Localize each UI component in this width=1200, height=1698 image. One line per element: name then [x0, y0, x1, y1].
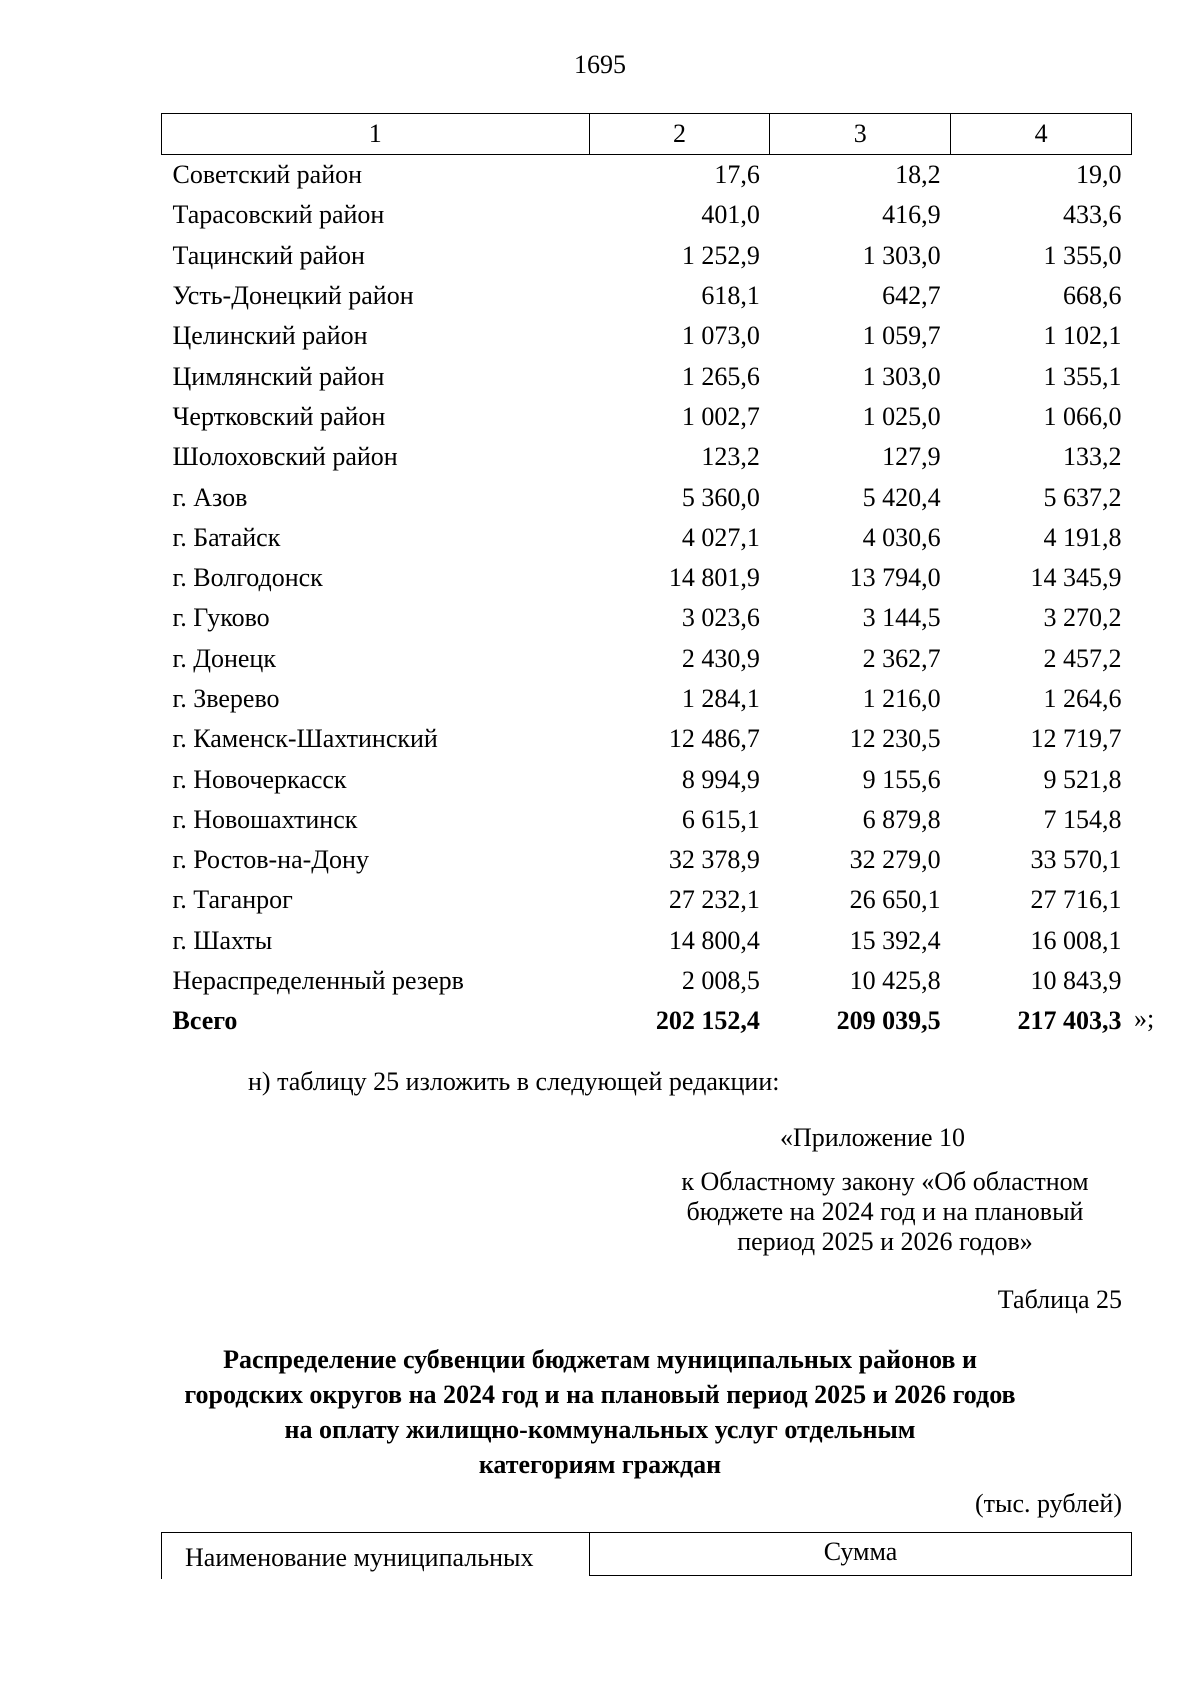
value-2024: 123,2 — [701, 442, 760, 472]
value-2026: 14 345,9 — [1030, 563, 1122, 593]
value-2026: 1 066,0 — [1043, 401, 1122, 431]
title-line: городских округов на 2024 год и на плановый период 2025 и 2026 годов — [184, 1380, 1016, 1409]
value-2024: 1 073,0 — [681, 321, 760, 351]
sum-header: Сумма — [823, 1537, 898, 1566]
municipality-name: Советский район — [172, 160, 363, 190]
table-border — [589, 1575, 1132, 1576]
next-table-header — [161, 1532, 1132, 1575]
value-2024: 1 002,7 — [681, 401, 760, 431]
table-row — [162, 598, 1132, 638]
table-header-row — [162, 114, 1132, 155]
table-row — [162, 236, 1132, 276]
table-row — [162, 397, 1132, 437]
table-row — [162, 558, 1132, 598]
municipality-name: г. Шахты — [172, 925, 273, 955]
value-2025: 2 362,7 — [862, 643, 941, 673]
value-2026: 3 270,2 — [1043, 603, 1122, 633]
value-2025: 15 392,4 — [849, 925, 941, 955]
municipality-name: Нераспределенный резерв — [172, 966, 464, 996]
value-2024: 1 265,6 — [681, 361, 760, 391]
column-header-1: 1 — [162, 114, 590, 155]
value-2026: 433,6 — [1063, 200, 1122, 230]
municipality-name: г. Волгодонск — [172, 563, 323, 593]
municipality-name: г. Батайск — [172, 522, 281, 552]
value-2024: 2 430,9 — [681, 643, 760, 673]
value-2026: 16 008,1 — [1030, 925, 1122, 955]
table-label: Таблица 25 — [997, 1285, 1122, 1314]
value-2025: 9 155,6 — [862, 764, 941, 794]
value-2024: 8 994,9 — [681, 764, 760, 794]
value-2024: 2 008,5 — [681, 966, 760, 996]
value-2024: 618,1 — [701, 281, 760, 311]
value-2025: 1 216,0 — [862, 684, 941, 713]
value-2024: 1 252,9 — [681, 240, 760, 270]
column-header-3: 3 — [770, 114, 951, 155]
table-row — [162, 518, 1132, 558]
value-2026: 1 355,1 — [1043, 361, 1122, 391]
value-2026: 10 843,9 — [1030, 966, 1122, 996]
table-row — [162, 155, 1132, 196]
municipality-name: г. Ростов-на-Дону — [172, 845, 369, 875]
title-line: категориям граждан — [478, 1450, 722, 1479]
table-row — [162, 921, 1132, 961]
value-2025: 4 030,6 — [862, 522, 941, 552]
value-2024: 202 152,4 — [655, 1006, 760, 1036]
municipality-name: Шолоховский район — [172, 442, 398, 472]
value-2026: 19,0 — [1076, 160, 1122, 190]
value-2026: 27 716,1 — [1030, 885, 1122, 915]
table-row — [162, 840, 1132, 880]
municipality-name: Усть-Донецкий район — [172, 281, 414, 311]
table-row — [162, 719, 1132, 759]
table-row — [162, 880, 1132, 920]
value-2025: 3 144,5 — [862, 603, 941, 633]
appendix-ref-line: бюджете на 2024 год и на плановый — [686, 1197, 1084, 1226]
municipality-name-header: Наименование муниципальных — [185, 1543, 534, 1572]
page-number: 1695 — [574, 50, 626, 79]
value-2026: 7 154,8 — [1043, 804, 1122, 834]
value-2026: 217 403,3 — [1017, 1006, 1122, 1036]
table-row — [162, 356, 1132, 396]
value-2025: 1 303,0 — [862, 361, 941, 391]
value-2025: 642,7 — [882, 281, 941, 311]
municipality-name: г. Азов — [172, 482, 248, 512]
table-row — [162, 759, 1132, 799]
value-2026: 2 457,2 — [1043, 643, 1122, 673]
appendix-reference — [640, 1167, 1130, 1257]
appendix-title: «Приложение 10 — [780, 1123, 966, 1152]
value-2026: 12 719,7 — [1030, 724, 1122, 754]
value-2026: 5 637,2 — [1043, 482, 1122, 512]
title-line: Распределение субвенции бюджетам муниципальных районов и — [223, 1345, 977, 1374]
title-line: на оплату жилищно-коммунальных услуг отдельным — [284, 1415, 916, 1444]
units-label: (тыс. рублей) — [974, 1489, 1122, 1518]
value-2025: 1 059,7 — [862, 321, 941, 351]
municipality-name: г. Таганрог — [172, 885, 293, 915]
table-border — [161, 1533, 162, 1579]
subvention-table — [161, 113, 1132, 1042]
value-2025: 1 025,0 — [862, 401, 941, 431]
value-2024: 17,6 — [714, 160, 760, 190]
value-2026: 9 521,8 — [1043, 764, 1122, 794]
value-2026: 33 570,1 — [1030, 845, 1122, 875]
table-row — [162, 477, 1132, 517]
table-row — [162, 639, 1132, 679]
table-row — [162, 316, 1132, 356]
municipality-name: г. Новошахтинск — [172, 804, 358, 834]
value-2026: 1 355,0 — [1043, 240, 1122, 270]
value-2025: 13 794,0 — [849, 563, 941, 593]
value-2024: 4 027,1 — [681, 522, 760, 552]
distribution-title — [150, 1342, 1050, 1482]
value-2025: 416,9 — [882, 200, 941, 230]
value-2024: 401,0 — [701, 200, 760, 230]
value-2024: 3 023,6 — [681, 603, 760, 633]
table-row — [162, 437, 1132, 477]
table-row — [162, 276, 1132, 316]
value-2024: 12 486,7 — [668, 724, 760, 754]
value-2024: 14 800,4 — [668, 925, 760, 955]
value-2024: 14 801,9 — [668, 563, 760, 593]
value-2025: 5 420,4 — [862, 482, 941, 512]
value-2025: 209 039,5 — [836, 1006, 941, 1036]
value-2024: 32 378,9 — [668, 845, 760, 875]
appendix-ref-line: к Областному закону «Об областном — [681, 1167, 1089, 1196]
value-2026: 4 191,8 — [1043, 522, 1122, 552]
municipality-name: г. Каменск-Шахтинский — [172, 724, 438, 754]
value-2024: 1 284,1 — [681, 684, 760, 713]
table-body — [162, 155, 1132, 1042]
column-header-2: 2 — [589, 114, 770, 155]
value-2024: 5 360,0 — [681, 482, 760, 512]
value-2025: 12 230,5 — [849, 724, 941, 754]
appendix-ref-line: период 2025 и 2026 годов» — [737, 1227, 1033, 1256]
value-2026: 1 102,1 — [1043, 321, 1122, 351]
municipality-name: Тацинский район — [172, 240, 365, 270]
amendment-instruction: н) таблицу 25 изложить в следующей редакции: — [248, 1067, 780, 1096]
column-header-4: 4 — [951, 114, 1132, 155]
municipality-name: Целинский район — [172, 321, 368, 351]
value-2025: 10 425,8 — [849, 966, 941, 996]
closing-quote: »; — [1134, 1004, 1155, 1033]
municipality-name: Чертковский район — [172, 401, 386, 431]
value-2025: 1 303,0 — [862, 240, 941, 270]
municipality-name: г. Новочеркасск — [172, 764, 347, 794]
table-row — [162, 800, 1132, 840]
value-2026: 1 264,6 — [1043, 684, 1122, 713]
municipality-name: г. Зверево — [172, 684, 280, 713]
total-row — [162, 1001, 1132, 1041]
municipality-name: г. Гуково — [172, 603, 270, 633]
value-2024: 6 615,1 — [681, 804, 760, 834]
municipality-name: Всего — [172, 1006, 238, 1036]
value-2025: 18,2 — [895, 160, 941, 190]
table-row — [162, 961, 1132, 1001]
value-2025: 32 279,0 — [849, 845, 941, 875]
table-row — [162, 679, 1132, 719]
municipality-name: Тарасовский район — [172, 200, 385, 230]
table-row — [162, 195, 1132, 235]
value-2025: 26 650,1 — [849, 885, 941, 915]
value-2026: 133,2 — [1063, 442, 1122, 472]
value-2024: 27 232,1 — [668, 885, 760, 915]
municipality-name: Цимлянский район — [172, 361, 385, 391]
municipality-name: г. Донецк — [172, 643, 276, 673]
value-2025: 127,9 — [882, 442, 941, 472]
value-2026: 668,6 — [1063, 281, 1122, 311]
value-2025: 6 879,8 — [862, 804, 941, 834]
